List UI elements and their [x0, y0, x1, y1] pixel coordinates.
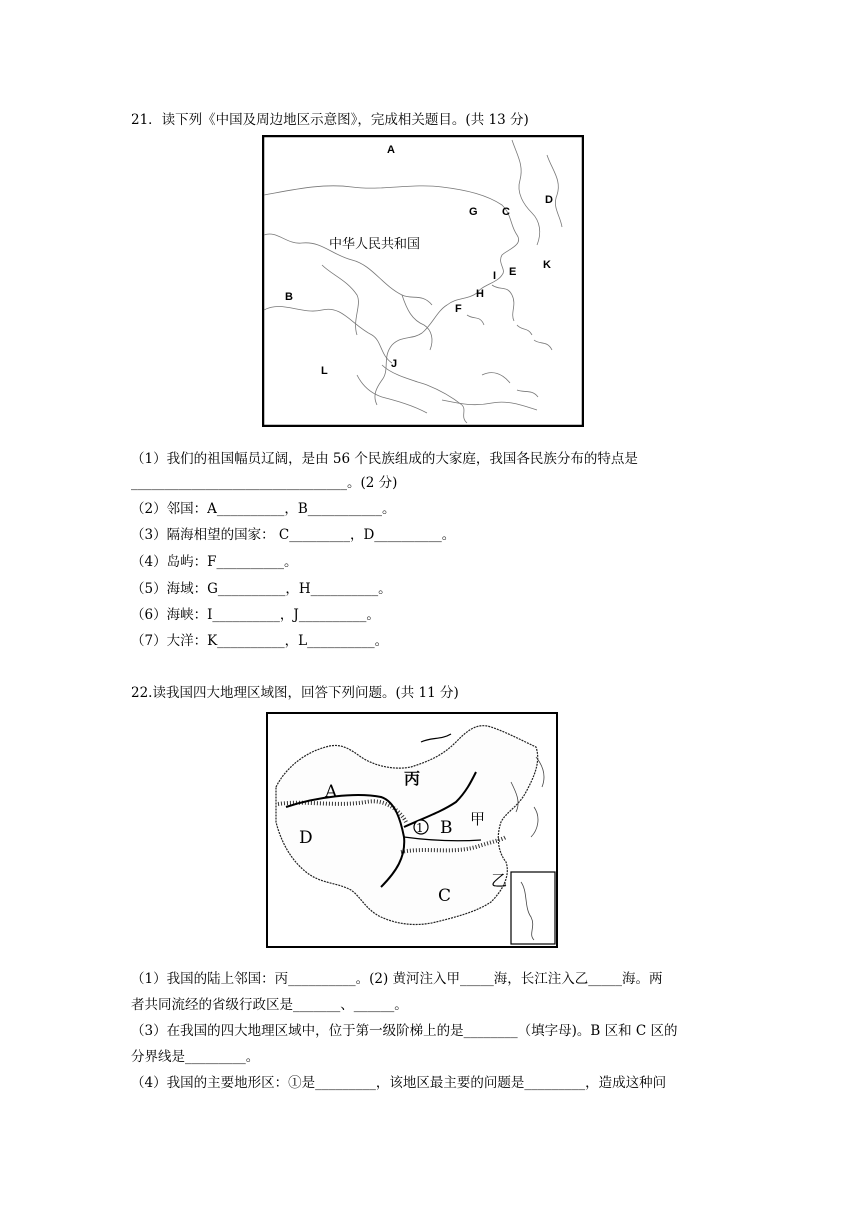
map1-label-b: B: [285, 291, 293, 303]
q21-line-8: （7）大洋：K__________，L__________。: [131, 633, 389, 649]
map2-label-d: D: [299, 828, 313, 848]
map1-label-c: C: [502, 206, 510, 218]
q22-line-3: （3）在我国的四大地理区域中，位于第一级阶梯上的是________（填字母)。B 区和 C 区的: [131, 1023, 678, 1039]
q22-line-4: 分界线是_________。: [131, 1049, 260, 1065]
map2-label-circle-1: 1: [416, 821, 424, 835]
q21-title: 21．读下列《中国及周边地区示意图》，完成相关题目。(共 13 分): [131, 112, 529, 128]
map1-label-j: J: [391, 358, 398, 370]
map1-label-e: E: [509, 266, 517, 278]
map2-label-yi: 乙: [491, 871, 508, 890]
map1-label-f: F: [455, 303, 462, 315]
map1-country-name: 中华人民共和国: [329, 237, 421, 252]
q21-line-1: （1）我们的祖国幅员辽阔，是由 56 个民族组成的大家庭，我国各民族分布的特点是: [131, 451, 638, 467]
map2-label-a: A: [325, 782, 338, 802]
q21-line-3: （2）邻国：A__________，B___________。: [131, 501, 396, 517]
map2-label-bing: 丙: [404, 769, 421, 788]
four-regions-map: [266, 712, 558, 948]
q21-line-5: （4）岛屿：F__________。: [131, 554, 298, 570]
q22-line-5: （4）我国的主要地形区：①是_________，该地区最主要的问题是_________，造成这种问: [131, 1075, 667, 1091]
q21-line-6: （5）海域：G__________，H__________。: [131, 581, 392, 597]
map1-label-l: L: [321, 365, 328, 377]
q21-line-4: （3）隔海相望的国家： C_________，D__________。: [131, 527, 456, 543]
map1-label-a: A: [387, 144, 395, 156]
map2-label-jia: 甲: [470, 810, 486, 828]
q21-line-7: （6）海峡：I__________，J__________。: [131, 607, 380, 623]
china-surroundings-map: [262, 135, 584, 427]
q21-line-2: ________________________________。(2 分): [131, 475, 398, 491]
map2-label-c: C: [438, 886, 452, 906]
map1-label-g: G: [469, 206, 478, 218]
q22-title: 22.读我国四大地理区域图，回答下列问题。(共 11 分): [131, 685, 459, 701]
q22-line-1: （1）我国的陆上邻国：丙__________。(2) 黄河注入甲_____海，长江注入乙_____海。两: [131, 971, 663, 987]
map1-label-h: H: [476, 288, 484, 300]
map1-label-k: K: [543, 259, 551, 271]
q22-line-2: 者共同流经的省级行政区是_______、______。: [131, 997, 408, 1013]
map1-label-d: D: [545, 194, 553, 206]
map2-label-b: B: [440, 818, 453, 838]
map1-label-i: I: [493, 270, 497, 282]
